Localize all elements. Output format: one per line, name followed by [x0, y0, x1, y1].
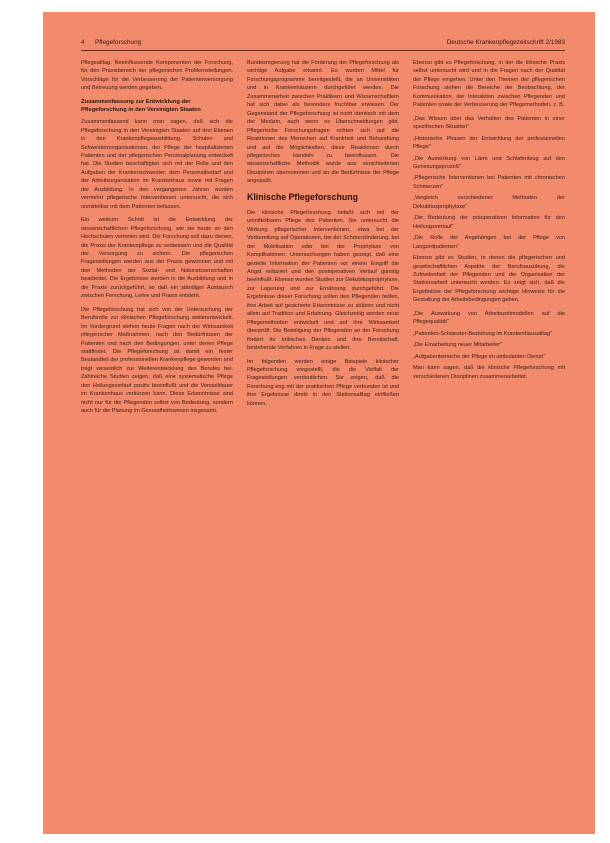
list-item: „Die Bedeutung der präoperativen Information für den Heilungsverlauf": [413, 215, 565, 230]
column-2: [247, 59, 399, 413]
document-page: [43, 12, 595, 834]
page-number: 4: [81, 39, 85, 46]
section-title: Pflegeforschung: [95, 39, 142, 46]
section-heading: Klinische Pflegeforschung: [247, 191, 358, 202]
journal-title: Deutsche Krankenpflegezeitschrift 2/1983: [446, 39, 565, 46]
list-item: „Patienten-Schwester-Beziehung im Krankenhausalltag": [413, 330, 553, 337]
paragraph: Bundesregierung hat die Förderung der Pflegeforschung als wichtige Aufgabe erkannt. Es wurden Mittel für Forschungsprogramme bereitgestellt, die an Universitäten und in Krankenhäusern durchgeführt werden. Die Zusammenarbeit zwischen Praktikern und Wissenschaftlern hat sich dabei als besonders fruchtbar erwiesen. Der Gegenstand der Pflegeforschung ist nicht identisch mit dem der Medizin, auch wenn es Überschneidungen gibt. Pflegerische Forschungsfragen richten sich auf die Reaktionen des Menschen auf Krankheit und Behandlung und auf die Möglichkeiten, diese Reaktionen durch pflegerisches Handeln zu beeinflussen. Die wissenschaftliche Methodik wurde aus verschiedenen Disziplinen übernommen und an die Bedürfnisse der Pflege angepaßt.: [247, 60, 399, 185]
paragraph: Die klinische Pflegeforschung befaßt sich mit der unmittelbaren Pflege des Patienten. Sie untersucht die Wirkung pflegerischer Interventionen, etwa bei der Vorbereitung auf Operationen, bei der Schmerzlinderung, bei der Mobilisation oder bei der Prophylaxe von Komplikationen. Untersuchungen haben gezeigt, daß eine gezielte Information der Patienten vor einem Eingriff die Angst reduziert und den postoperativen Verlauf günstig beeinflußt. Ebenso wurden Studien zur Dekubitusprophylaxe, zur Lagerung und zur Ernährung durchgeführt. Die Ergebnisse dieser Forschung sollen den Pflegenden helfen, ihre Arbeit auf gesicherte Erkenntnisse zu stützen und nicht allein auf Tradition und Erfahrung. Gleichzeitig werden neue Pflegemethoden entwickelt und auf ihre Wirksamkeit überprüft. Die Beteiligung der Pflegenden an der Forschung fördert ihr kritisches Denken und ihre Bereitschaft, bestehende Verfahren in Frage zu stellen.: [247, 209, 399, 352]
list-item: „Das Wissen über das Verhalten des Patienten in einer spezifischen Situation": [413, 115, 565, 131]
column-3: [413, 59, 565, 386]
list-item: „Die Rolle der Angehörigen bei der Pflege von Langzeitpatienten": [413, 235, 565, 250]
paragraph: Ebenso gibt es Studien, in denen die pflegerischen und gesellschaftlichen Aspekte der Berufsausübung, die Zufriedenheit der Pflegenden und die Organisation der Stationsarbeit untersucht werden. Es zeigt sich, daß die Ergebnisse der Pflegeforschung wichtige Hinweise für die Gestaltung der Arbeitsbedingungen geben.: [413, 255, 565, 304]
page-header: [81, 38, 565, 51]
list-item: „Die Auswirkung von Arbeitszeitmodellen auf die Pflegequalität": [413, 310, 565, 326]
list-item: „Aufgabenbereiche der Pflege im ambulanten Dienst": [413, 353, 545, 360]
list-item: „Pflegerische Interventionen bei Patienten mit chronischen Schmerzen": [413, 175, 565, 190]
paragraph: Zusammenfassend kann man sagen, daß sich die Pflegeforschung in den Vereinigten Staaten auf drei Ebenen in den Krankenpflegeausbildung, Schulen und Schwesternorganisationen, der Pflege der hospitalisierten Patienten und der pflegerischen Personalplanung entwickelt hat. Die Studien beschäftigten sich mit der Rolle und den Aufgaben der Krankenschwester, dem Personalbedarf und der Arbeitsorganisation im Krankenhaus sowie mit Fragen der Ausbildung. In den vergangenen Jahren wurden vermehrt pflegerische Interventionen untersucht, die sich unmittelbar mit dem Patienten befassen.: [81, 119, 233, 210]
paragraph: Ebenso gibt es Pflegeforschung, in der die klinische Praxis selbst untersucht wird und in die Fragen nach der Qualität der Pflege eingehen. Unter den Themen der pflegerischen Forschung stehen die Bereiche der Beobachtung, der Kommunikation, der Interaktion zwischen Pflegenden und Patienten sowie der Verbesserung der Pflegemethoden, z. B.: [413, 60, 565, 109]
list-item: „Die Einarbeitung neuer Mitarbeiter": [413, 342, 503, 349]
paragraph: Pflegealltag. Beeinflussende Komponenten der Forschung, für den Praxisbereich der pflegerischen Problemstellungen. Vorschläge für die Verbesserung der Patientenversorgung und Betreuung werden gegeben.: [81, 60, 233, 92]
paragraph: Ein weiterer Schritt ist die Entwicklung der wissenschaftlichen Pflegeforschung, wie sie heute an den Hochschulen vertreten wird. Die Forschung soll dazu dienen, die Praxis der Krankenpflege zu verbessern und die Qualität der Versorgung zu sichern. Die pflegerischen Fragestellungen werden aus der Praxis gewonnen und mit den Methoden der Sozial- und Naturwissenschaften bearbeitet. Die Ergebnisse werden in die Ausbildung und in die Praxis zurückgeführt, so daß ein ständiger Austausch zwischen Forschung, Lehre und Praxis entsteht.: [81, 217, 233, 300]
list-item: „Die Auswirkung von Lärm und Schlafentzug auf den Genesungsprozeß": [413, 155, 565, 170]
list-item: „Historische Phasen der Entwicklung der professionellen Pflege": [413, 135, 565, 151]
list-item: „Vergleich verschiedener Methoden der Dekubitusprophylaxe": [413, 195, 565, 210]
paragraph: Im folgenden werden einige Beispiele klinischer Pflegeforschung vorgestellt, die die Vielfalt der Fragestellungen verdeutlichen. Sie zeigen, daß die Forschung eng mit der praktischen Pflege verbunden ist und ihre Ergebnisse direkt in den Stationsalltag einfließen können.: [247, 358, 399, 407]
paragraph: Die Pflegeforschung hat sich von der Untersuchung der Berufsrolle zur klinischen Pflegeforschung weiterentwickelt. Im Vordergrund stehen heute Fragen nach der Wirksamkeit pflegerischer Maßnahmen, nach den Bedürfnissen der Patienten und nach den Bedingungen, unter denen Pflege stattfindet. Die Pflegeforschung ist damit ein fester Bestandteil der professionellen Krankenpflege geworden und trägt wesentlich zur Weiterentwicklung des Berufes bei. Zahlreiche Studien zeigen, daß eine systematische Pflege den Heilungsverlauf positiv beeinflußt und die Verweildauer im Krankenhaus verkürzen kann. Diese Erkenntnisse sind nicht nur für die Pflegenden selbst von Bedeutung, sondern auch für die Planung im Gesundheitswesen insgesamt.: [81, 306, 233, 415]
subheading: Zusammenfassung zur Entwicklung der Pflegeforschung in den Vereinigten Staaten: [81, 98, 201, 114]
column-1: [81, 59, 233, 421]
paragraph: Man kann sagen, daß die klinische Pflegeforschung mit verschiedenen Disziplinen zusammenarbeitet.: [413, 365, 565, 380]
